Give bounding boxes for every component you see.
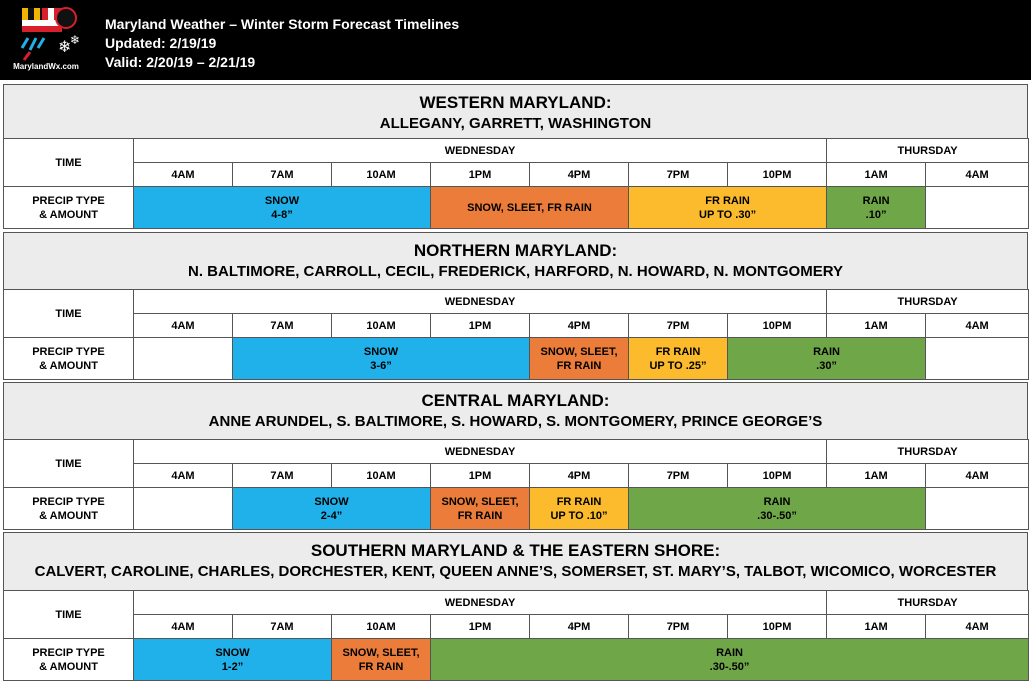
time-slot: 7AM <box>233 615 332 639</box>
precip-cell-snow <box>233 338 530 380</box>
day-header-thursday: THURSDAY <box>827 139 1029 163</box>
time-slot: 10PM <box>728 314 827 338</box>
time-slot: 4PM <box>530 615 629 639</box>
time-slot: 4AM <box>926 314 1029 338</box>
forecast-timeline-table <box>3 289 1029 380</box>
precip-cell-rain <box>728 338 926 380</box>
precip-cell-mix <box>332 639 431 681</box>
precip-type: RAIN <box>813 345 840 358</box>
time-label: TIME <box>4 290 134 338</box>
precip-type: FR RAIN <box>655 345 701 358</box>
time-slot: 10PM <box>728 464 827 488</box>
precip-amount: .30-.50” <box>709 660 750 673</box>
precip-amount: FR RAIN <box>457 509 503 522</box>
time-slot: 4AM <box>134 314 233 338</box>
time-slot: 7AM <box>233 163 332 187</box>
header-text-block <box>105 15 459 72</box>
time-slot: 4PM <box>530 314 629 338</box>
precip-amount: .30-.50” <box>757 509 797 522</box>
precip-cell-frz <box>530 488 629 530</box>
precip-label <box>4 639 134 681</box>
time-slot: 4AM <box>926 464 1029 488</box>
page-header <box>0 0 1031 80</box>
precip-label <box>4 338 134 380</box>
time-slot: 1AM <box>827 314 926 338</box>
precip-type: SNOW, SLEET, <box>540 345 618 358</box>
time-slot: 4AM <box>926 615 1029 639</box>
svg-text:❄: ❄ <box>58 37 72 56</box>
precip-type: RAIN <box>763 495 791 508</box>
time-slot: 10PM <box>728 163 827 187</box>
precip-cell-rain <box>827 187 926 229</box>
precip-type: RAIN <box>862 194 890 207</box>
time-slot: 4AM <box>134 615 233 639</box>
precip-amount: 4-8” <box>271 208 293 221</box>
time-slot: 4AM <box>134 163 233 187</box>
precip-type: RAIN <box>716 646 743 659</box>
time-slot: 7PM <box>629 615 728 639</box>
precip-label-line: PRECIP TYPE <box>32 345 105 358</box>
precip-cell-mix <box>530 338 629 380</box>
region-header <box>3 532 1028 591</box>
precip-cell-frz <box>629 187 827 229</box>
region-name: SOUTHERN MARYLAND & THE EASTERN SHORE: <box>310 541 721 560</box>
precip-cell-rain <box>431 639 1029 681</box>
time-slot: 10PM <box>728 615 827 639</box>
time-slot: 4AM <box>134 464 233 488</box>
precip-amount: FR RAIN <box>556 359 602 372</box>
precip-amount: 2-4” <box>320 509 343 522</box>
region-counties: N. BALTIMORE, CARROLL, CECIL, FREDERICK, HARFORD, N. HOWARD, N. MONTGOMERY <box>188 263 843 280</box>
precip-amount: .10” <box>865 208 887 221</box>
precip-type: SNOW <box>363 345 399 358</box>
region-counties: CALVERT, CAROLINE, CHARLES, DORCHESTER, KENT, QUEEN ANNE’S, SOMERSET, ST. MARY’S, TALBOT, WICOMICO, WORCESTER <box>34 563 997 580</box>
precip-cell-none <box>134 338 233 380</box>
time-slot: 1PM <box>431 615 530 639</box>
updated-date: Updated: 2/19/19 <box>105 35 217 51</box>
precip-amount: UP TO .10” <box>550 509 608 522</box>
precip-label-line: & AMOUNT <box>39 660 98 673</box>
day-header-wednesday: WEDNESDAY <box>134 591 827 615</box>
precip-type: FR RAIN <box>705 194 750 207</box>
precip-label-line: PRECIP TYPE <box>32 646 105 659</box>
precip-cell-snow <box>134 639 332 681</box>
time-slot: 10AM <box>332 464 431 488</box>
time-slot: 4AM <box>926 163 1029 187</box>
precip-cell-snow <box>233 488 431 530</box>
precip-type: FR RAIN <box>556 495 602 508</box>
day-header-thursday: THURSDAY <box>827 591 1029 615</box>
precip-cell-none <box>926 488 1029 530</box>
day-header-thursday: THURSDAY <box>827 440 1029 464</box>
time-slot: 4PM <box>530 464 629 488</box>
time-label: TIME <box>4 591 134 639</box>
precip-label <box>4 187 134 229</box>
region-name: NORTHERN MARYLAND: <box>413 241 618 260</box>
region-header <box>3 232 1028 290</box>
precip-cell-mix <box>431 187 629 229</box>
svg-text:❄: ❄ <box>70 33 81 47</box>
precip-amount: UP TO .30” <box>699 208 757 221</box>
day-header-wednesday: WEDNESDAY <box>134 290 827 314</box>
time-slot: 1AM <box>827 464 926 488</box>
precip-cell-rain <box>629 488 926 530</box>
precip-amount: FR RAIN <box>358 660 404 673</box>
precip-amount: 3-6” <box>370 359 392 372</box>
time-slot: 7AM <box>233 464 332 488</box>
precip-label-line: PRECIP TYPE <box>32 495 105 508</box>
precip-amount: 1-2” <box>221 660 244 673</box>
precip-label <box>4 488 134 530</box>
time-slot: 7AM <box>233 314 332 338</box>
time-slot: 10AM <box>332 615 431 639</box>
time-slot: 10AM <box>332 163 431 187</box>
precip-type: SNOW <box>215 646 250 659</box>
time-slot: 7PM <box>629 464 728 488</box>
precip-type: SNOW <box>314 495 349 508</box>
time-slot: 1PM <box>431 314 530 338</box>
precip-type: SNOW, SLEET, <box>441 495 519 508</box>
day-header-wednesday: WEDNESDAY <box>134 139 827 163</box>
region-counties: ALLEGANY, GARRETT, WASHINGTON <box>379 115 652 132</box>
time-slot: 7PM <box>629 163 728 187</box>
precip-label-line: & AMOUNT <box>39 359 98 372</box>
region-counties: ANNE ARUNDEL, S. BALTIMORE, S. HOWARD, S. MONTGOMERY, PRINCE GEORGE’S <box>208 413 823 430</box>
time-slot: 1AM <box>827 163 926 187</box>
time-slot: 10AM <box>332 314 431 338</box>
region-header <box>3 84 1028 139</box>
logo-text: MarylandWx.com <box>13 62 79 71</box>
precip-type: SNOW <box>264 194 300 207</box>
region-name: CENTRAL MARYLAND: <box>421 391 610 410</box>
time-slot: 7PM <box>629 314 728 338</box>
precip-type: SNOW, SLEET, FR RAIN <box>467 201 592 214</box>
precip-cell-mix <box>431 488 530 530</box>
precip-cell-snow <box>134 187 431 229</box>
precip-cell-none <box>134 488 233 530</box>
time-slot: 1PM <box>431 163 530 187</box>
precip-cell-none <box>926 187 1029 229</box>
forecast-timeline-table <box>3 439 1029 530</box>
time-label: TIME <box>4 440 134 488</box>
forecast-timeline-table <box>3 138 1029 229</box>
precip-amount: UP TO .25” <box>649 359 707 372</box>
precip-label-line: PRECIP TYPE <box>32 194 105 207</box>
page-title: Maryland Weather – Winter Storm Forecast Timelines <box>105 16 460 32</box>
forecast-timeline-table <box>3 590 1029 681</box>
valid-dates: Valid: 2/20/19 – 2/21/19 <box>105 54 256 70</box>
region-name: WESTERN MARYLAND: <box>419 93 612 112</box>
precip-label-line: & AMOUNT <box>39 208 98 221</box>
precip-amount: .30” <box>816 359 837 372</box>
precip-label-line: & AMOUNT <box>39 509 98 522</box>
day-header-thursday: THURSDAY <box>827 290 1029 314</box>
precip-cell-frz <box>629 338 728 380</box>
precip-cell-none <box>926 338 1029 380</box>
time-slot: 1PM <box>431 464 530 488</box>
time-label: TIME <box>4 139 134 187</box>
day-header-wednesday: WEDNESDAY <box>134 440 827 464</box>
region-header <box>3 382 1028 440</box>
precip-type: SNOW, SLEET, <box>342 646 420 659</box>
time-slot: 4PM <box>530 163 629 187</box>
time-slot: 1AM <box>827 615 926 639</box>
